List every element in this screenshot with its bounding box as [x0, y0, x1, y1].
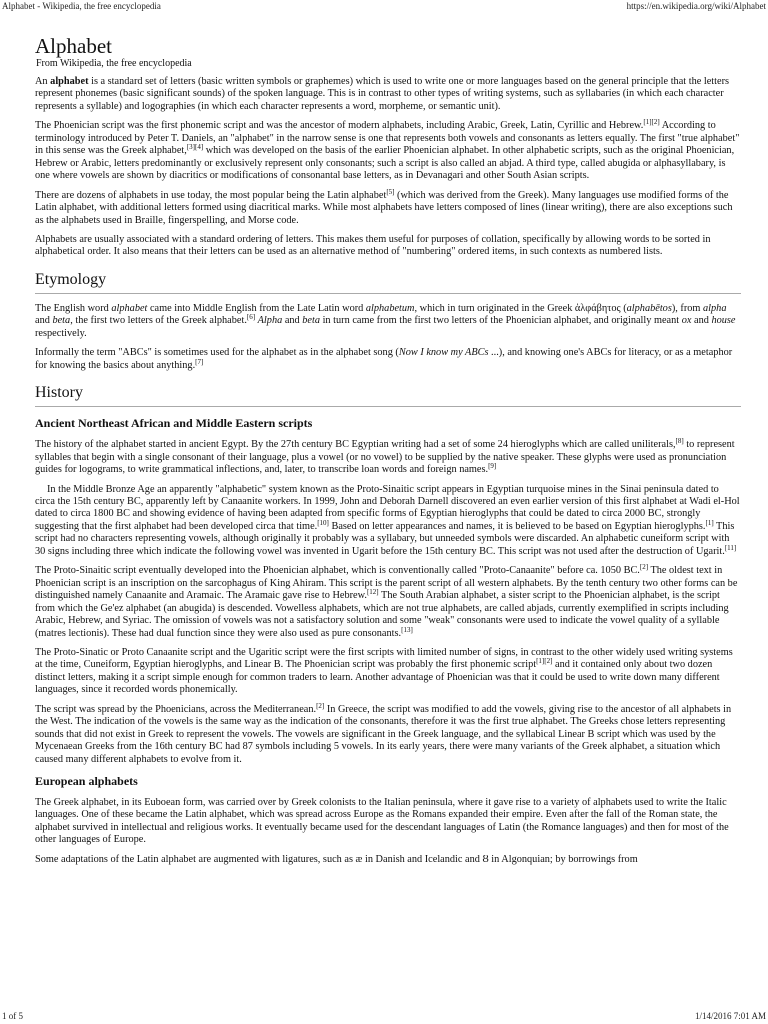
etymology-paragraph-2 — [35, 347, 741, 372]
section-heading-history: History — [35, 383, 741, 407]
citation-link[interactable]: [2] — [316, 701, 325, 710]
print-page-url: https://en.wikipedia.org/wiki/Alphabet — [626, 1, 766, 11]
text-run: is a standard set of letters (basic written symbols or graphemes) which is used to write one or more languages based on the general principle that the letters represent phonemes (basic significant sounds) of the spoken language. This is in contrast to other types of writing systems, such as syllabaries (in which each character represents a syllable) and logographies (in which each character represents a word, morpheme, or semantic unit). — [35, 76, 730, 112]
text-run: came into Middle English from the Late Latin word — [147, 302, 366, 314]
lead-paragraph-1 — [35, 76, 741, 113]
text-run: The Phoenician script was the first phonemic script and was the ancestor of modern alphabets, including Arabic, Greek, Latin, Cyrillic and Hebrew. — [35, 120, 644, 132]
text-run: in turn came from the first two letters of the Phoenician alphabet, and originally meant — [320, 315, 682, 327]
lead-paragraph-2 — [35, 120, 741, 182]
italic-term: beta — [52, 315, 71, 327]
text-run: and — [35, 315, 53, 327]
history-paragraph-4 — [35, 647, 741, 697]
italic-term: Alpha — [257, 315, 283, 327]
italic-term: house — [711, 315, 736, 327]
text-run: which was developed on the basis of the earlier Phoenician alphabet. In other alphabetic scripts, such as the original Phoenician, Hebrew or Arabic, letters predominantly or exclusively represent only consonants; such a script is also called an abjad. A third type, called abugida or alphasyllabary, is one where vowels are shown by diacritics or modifications of consonantal base letters, as in Devanagari and other South Asian scripts. — [35, 145, 735, 182]
citation-link[interactable]: [1][2] — [643, 118, 660, 127]
text-run: and — [691, 315, 712, 327]
text-run: ), from — [671, 302, 704, 314]
history-paragraph-2 — [35, 484, 741, 559]
section-heading-etymology: Etymology — [35, 270, 741, 294]
european-paragraph-2: Some adaptations of the Latin alphabet are augmented with ligatures, such as æ in Danish and Icelandic and Ȣ in Algonquian; by borrowings from — [35, 853, 638, 865]
text-run: The history of the alphabet started in ancient Egypt. By the 27th century BC Egyptian writing had a set of some 24 hieroglyphs which are called uniliterals, — [35, 439, 676, 451]
italic-term: Now I know my ABCs — [398, 347, 489, 359]
citation-link[interactable]: [13] — [401, 625, 413, 634]
text-run: , the first two letters of the Greek alphabet. — [70, 315, 247, 327]
bold-term: alphabet — [50, 76, 89, 87]
text-run: to represent syllables that begin with a single consonant of their language, plus a vowel (or no vowel) to be supplied by the native speaker. These glyphs were used as pronunciation guides for logograms, to write grammatical inflections, and, later, to transcribe loan words and foreign names. — [35, 439, 735, 476]
article-title: Alphabet — [35, 34, 112, 58]
subsection-heading-european: European alphabets — [35, 774, 138, 789]
text-run: There are dozens of alphabets in use today, the most popular being the Latin alphabet — [35, 189, 387, 201]
text-run: An — [35, 76, 51, 87]
text-run: The script was spread by the Phoenicians, across the Mediterranean. — [35, 703, 317, 715]
italic-term: alphabētos — [626, 302, 672, 314]
european-paragraph-1: The Greek alphabet, in its Euboean form, was carried over by Greek colonists to the Italian peninsula, where it gave rise to a variety of alphabets used to write the Italic languages. One of these became the Latin alphabet, which was spread across Europe as the Romans expanded their empire. Even after the fall of the Roman state, the alphabet survived in intellectual and religious works. It eventually became used for the descendant languages of Latin (the Romance languages) and then for most of the other languages of Europe. — [35, 797, 729, 846]
text-run: and it contained only about two dozen distinct letters, making it a script simple enough for common traders to learn. Another advantage of Phoenician was that it could be used to write down many different languages, since it recorded words phonemically. — [35, 659, 720, 696]
history-paragraph-3 — [35, 565, 741, 640]
italic-term: alpha — [703, 302, 727, 314]
citation-link[interactable]: [1][2] — [536, 657, 553, 666]
article-tagline: From Wikipedia, the free encyclopedia — [36, 58, 192, 69]
article-content — [35, 34, 741, 873]
citation-link[interactable]: [2] — [639, 563, 649, 572]
print-page-title: Alphabet - Wikipedia, the free encyclopedia — [2, 1, 161, 11]
history-paragraph-5 — [35, 701, 741, 766]
text-run: According to terminology introduced by Peter T. Daniels, an "alphabet" in the narrow sense is one that represents both vowels and consonants as letters equally. The first "true alphabet" in this sense was the Greek alphabet, — [35, 120, 740, 157]
citation-link[interactable]: [7] — [195, 357, 204, 366]
citation-link[interactable]: [1] — [705, 518, 714, 527]
text-run: In the Middle Bronze Age an apparently "alphabetic" system known as the Proto-Sinaitic script appears in Egyptian turquoise mines in the Sinai peninsula dated to circa the 15th century BC, apparently left by Canaanite workers. In 1999, John and Deborah Darnell discovered an even earlier version of this first alphabet at Wadi el-Hol dated to circa 1800 BC and showing evidence of having been adapted from specific forms of Egyptian hieroglyphs that could be dated to circa 2000 BC, strongly suggesting that the first alphabet had been developed circa that time. — [35, 483, 740, 532]
citation-link[interactable]: [5] — [386, 187, 395, 196]
etymology-paragraph-1 — [35, 303, 741, 340]
text-run: and — [282, 315, 303, 327]
lead-paragraph-3 — [35, 187, 741, 227]
page-counter: 1 of 5 — [2, 1011, 23, 1021]
subsection-heading-ancient: Ancient Northeast African and Middle Eastern scripts — [35, 416, 313, 431]
text-run: The Proto-Sinaitic script eventually developed into the Phoenician alphabet, which is conventionally called "Proto-Canaanite" before ca. 1050 BC. — [35, 565, 640, 577]
text-run: Based on letter appearances and names, it is believed to be based on Egyptian hieroglyphs. — [328, 520, 706, 532]
italic-term: beta — [302, 315, 320, 327]
citation-link[interactable]: [6] — [246, 313, 256, 322]
text-run: The oldest text in Phoenician script is an inscription on the sarcophagus of King Ahiram. This script is the parent script of all western alphabets. By the tenth century two other forms can be distinguished namely Canaanite and Aramaic. The Aramaic gave rise to Hebrew. — [35, 565, 738, 602]
text-run: In Greece, the script was modified to add the vowels, giving rise to the ancestor of all alphabets in the West. The indication of the vowels is the same way as the indication of the consonants, therefore it was the first true alphabet. The Greeks chose letters representing sounds that did not exist in Greek to represent the vowels. The vowels are significant in the Greek language, and the syllabical Linear B script which was used by the Mycenaean Greeks from the 16th century BC had 87 symbols including 5 vowels. In its early years, there were many variants of the Greek alphabet, a situation which caused many different alphabets to evolve from it. — [35, 703, 732, 765]
italic-term: ox — [681, 315, 692, 327]
text-run: The Proto-Sinatic or Proto Canaanite script and the Ugaritic script were the first scripts with limited number of signs, in contrast to the other widely used writing systems at the time, Cuneiform, Egyptian hieroglyphs, and Linear B. The Phoenician script was probably the first phonemic script — [35, 646, 733, 671]
text-run: (which was derived from the Greek). Many languages use modified forms of the Latin alphabet, with additional letters formed using diacritical marks. While most alphabets have letters composed of lines (linear writing), there are also exceptions such as the alphabets used in Braille, fingerspelling, and Morse code. — [35, 189, 733, 226]
citation-link[interactable]: [12] — [366, 588, 379, 597]
text-run: Informally the term "ABCs" is sometimes used for the alphabet as in the alphabet song ( — [35, 347, 399, 359]
text-run: respectively. — [35, 327, 87, 339]
lead-paragraph-4: Alphabets are usually associated with a standard ordering of letters. This makes them useful for purposes of collation, specifically by allowing words to be sorted in alphabetical order. It also means that their letters can be used as an alternative method of "numbering" ordered items, in such contexts as numbered lists. — [35, 233, 711, 258]
italic-term: alphabetum — [365, 302, 415, 314]
text-run: The English word — [35, 302, 112, 314]
citation-link[interactable]: [9] — [488, 462, 497, 471]
citation-link[interactable]: [10] — [317, 518, 329, 527]
citation-link[interactable]: [11] — [724, 543, 737, 552]
text-run: ...), and knowing one's ABCs for literacy, or as a metaphor for knowing the basics about anything. — [35, 347, 733, 371]
italic-term: alphabet — [111, 302, 148, 314]
text-run: , which in turn originated in the Greek ἀλφάβητος ( — [414, 302, 627, 314]
citation-link[interactable]: [8] — [675, 437, 684, 446]
history-paragraph-1 — [35, 439, 741, 476]
print-datetime: 1/14/2016 7:01 AM — [694, 1011, 766, 1021]
citation-link[interactable]: [3][4] — [186, 143, 204, 152]
text-run: This script had no characters representing vowels, although originally it probably was a syllabary, but unneeded symbols were discarded. An alphabetic cuneiform script with 30 signs including three which indicate the following vowel was invented in Ugarit before the 15th century BC. This script was not used after the destruction of Ugarit. — [35, 520, 735, 557]
text-run: The South Arabian alphabet, a sister script to the Phoenician alphabet, is the script from which the Ge'ez alphabet (an abugida) is descended. Vowelless alphabets, which are not true alphabets, are called abjads, currently exemplified in scripts including Arabic, Hebrew, and Syriac. The omission of vowels was not a satisfactory solution and some "weak" consonants were used to indicate the vowel quality of a syllable (matres lectionis). These had dual function since they were also used as pure consonants. — [35, 590, 729, 639]
